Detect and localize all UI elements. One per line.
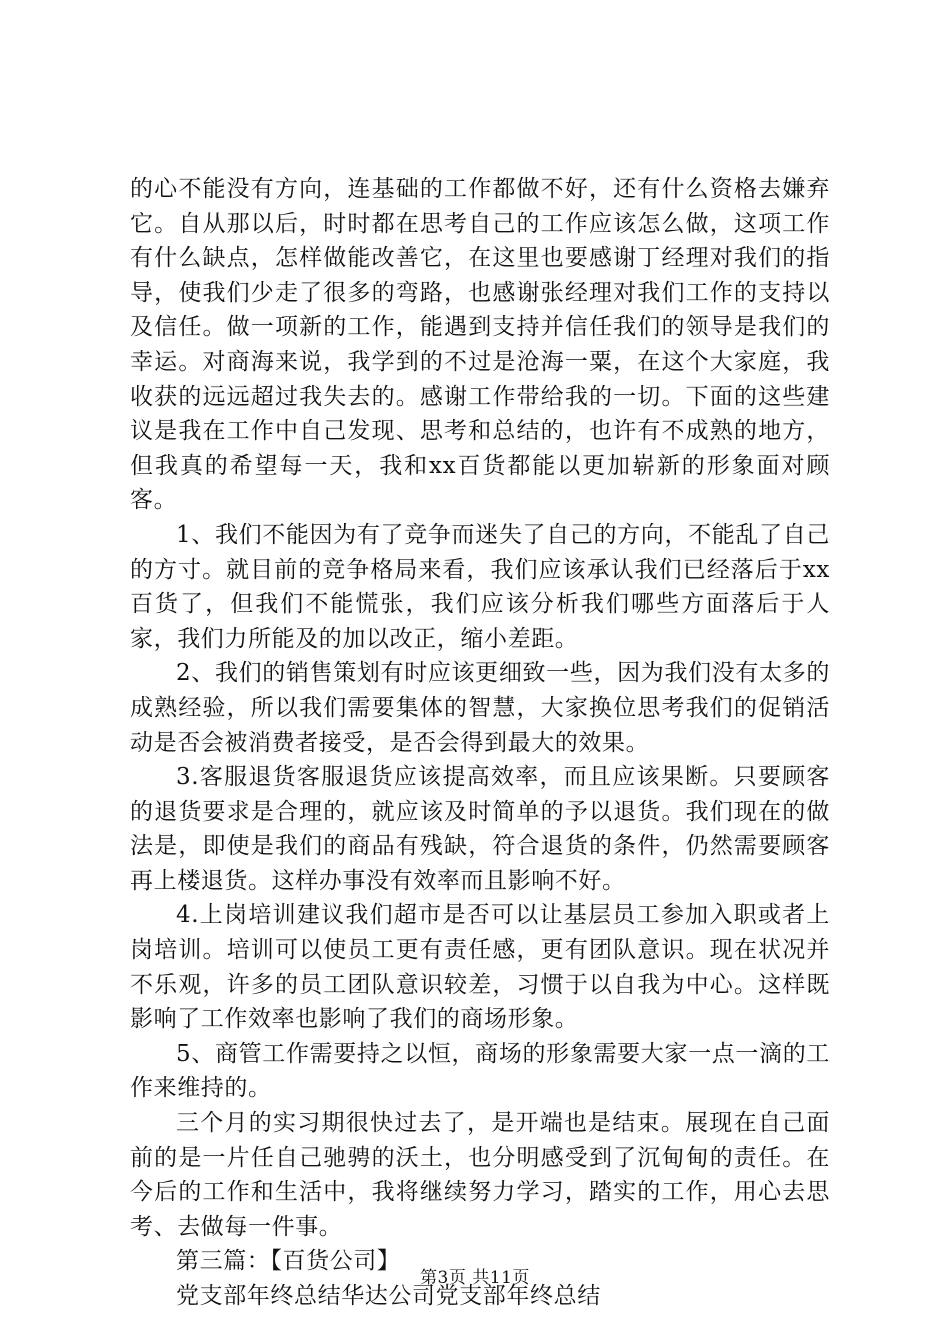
section-heading: 第三篇：【百货公司】 xyxy=(176,1248,401,1275)
paragraph-intro: 的心不能没有方向，连基础的工作都做不好，还有什么资格去嫌弃它。自从那以后，时时都在思考自己的工作应该怎么做，这项工作有什么缺点，怎样做能改善它，在这里也要感谢丁经理对我们的指导，使我们少走了很多的弯路，也感谢张经理对我们工作的支持以及信任。做一项新的工作，能遇到支持并信任我们的领导是我们的幸运。对商海来说，我学到的不过是沧海一粟，在这个大家庭，我收获的远远超过我失去的。感谢工作带给我的一切。下面的这些建议是我在工作中自己发现、思考和总结的，也许有不成熟的地方，但我真的希望每一天，我和xx百货都能以更加崭新的形象面对顾客。 xyxy=(130,176,830,514)
paragraph-item-5: 5、商管工作需要持之以恒，商场的形象需要大家一点一滴的工作来维持的。 xyxy=(130,1040,830,1102)
paragraph-item-1: 1、我们不能因为有了竞争而迷失了自己的方向，不能乱了自己的方寸。就目前的竞争格局来看，我们应该承认我们已经落后于xx百货了，但我们不能慌张，我们应该分析我们哪些方面落后于人家，我们力所能及的加以改正，缩小差距。 xyxy=(130,521,830,652)
document-body xyxy=(130,172,830,1314)
page-number-footer: 第3页 共11页 xyxy=(420,1268,530,1288)
paragraph-conclusion: 三个月的实习期很快过去了，是开端也是结束。展现在自己面前的是一片任自己驰骋的沃土，也分明感受到了沉甸甸的责任。在今后的工作和生活中，我将继续努力学习，踏实的工作，用心去思考、去做每一件事。 xyxy=(130,1110,830,1240)
paragraph-item-3: 3.客服退货客服退货应该提高效率，而且应该果断。只要顾客的退货要求是合理的，就应该及时简单的予以退货。我们现在的做法是，即使是我们的商品有残缺，符合退货的条件，仍然需要顾客再上楼退货。这样办事没有效率而且影响不好。 xyxy=(130,764,830,894)
paragraph-item-2: 2、我们的销售策划有时应该更细致一些，因为我们没有太多的成熟经验，所以我们需要集体的智慧，大家换位思考我们的促销活动是否会被消费者接受，是否会得到最大的效果。 xyxy=(130,660,830,756)
section-subtitle: 党支部年终总结华达公司党支部年终总结 xyxy=(176,1283,601,1309)
paragraph-item-4: 4.上岗培训建议我们超市是否可以让基层员工参加入职或者上岗培训。培训可以使员工更有责任感，更有团队意识。现在状况并不乐观，许多的员工团队意识较差，习惯于以自我为中心。这样既影响了工作效率也影响了我们的商场形象。 xyxy=(130,902,830,1033)
